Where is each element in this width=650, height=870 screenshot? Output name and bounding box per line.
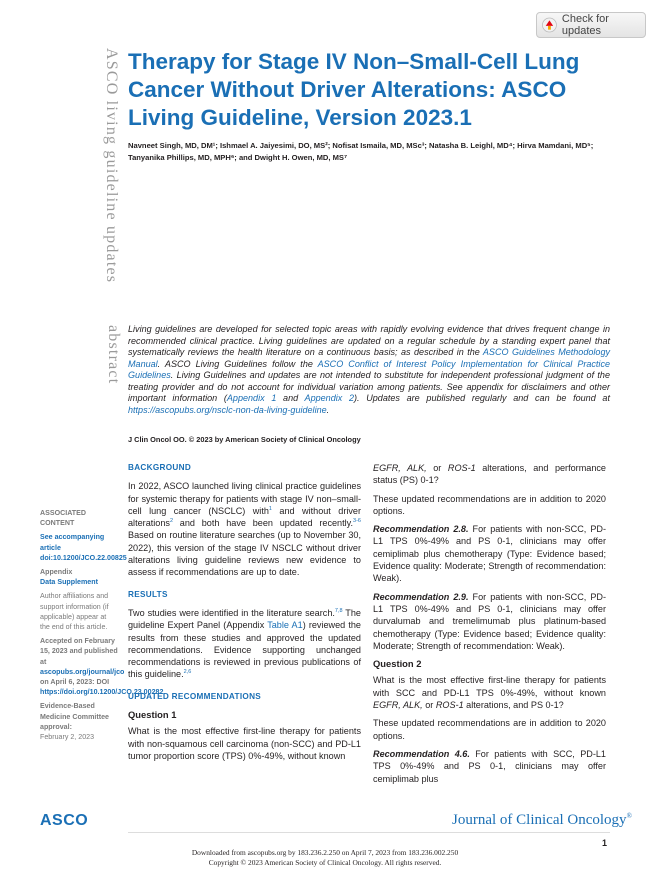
results-text-3: ) reviewed the results from these studies and approved the updated recommendations. Evidence supporting unchanged recommendations is reviewed in previous publications of this guideline.: [128, 620, 361, 680]
q1-ros1: ROS-1: [447, 463, 476, 473]
accepted-heading: Accepted on February 15, 2023 and published at: [40, 637, 118, 666]
conflict-policy-link[interactable]: ASCO Conflict of Interest Policy Implementation for Clinical Practice Guidelines: [128, 358, 610, 380]
abstract-text-3: . Living Guidelines and updates are not intended to substitute for independent professional judgment of the treating provider and do not account for individual variation among patients. See appendix for disclaimers and other important information (: [128, 370, 610, 403]
results-heading: RESULTS: [128, 589, 168, 599]
rec-2-8-label: Recommendation 2.8.: [373, 524, 469, 535]
check-for-updates-icon: [542, 17, 557, 33]
ref-2[interactable]: 2: [169, 518, 174, 525]
published-date: on April 6, 2023:: [40, 678, 95, 687]
series-side-label: ASCO living guideline updates: [103, 48, 120, 284]
appendix-label: Appendix: [40, 568, 73, 577]
affiliations-note: Author affiliations and support information (if applicable) appear at the end of this article.: [40, 592, 109, 632]
background-text-2: and without driver alterations: [128, 505, 362, 529]
jco-journal-link[interactable]: ascopubs.org/journal/jco: [40, 667, 125, 676]
q2-gene-names: EGFR, ALK,: [373, 700, 423, 711]
see-accompanying-text: See accompanying article doi:: [40, 533, 105, 562]
abstract-text-5: ). Updates are published regularly and can be found at: [354, 393, 610, 403]
ref-3-6[interactable]: 3-6: [353, 518, 361, 525]
updated-recommendations-heading: UPDATED RECOMMENDATIONS: [128, 691, 262, 701]
background-text-1: In 2022, ASCO launched living clinical practice guidelines for systemic therapy for patients with stage IV non–small-cell lung cancer (NSCLC) with: [128, 481, 361, 516]
footer-divider: [128, 832, 610, 833]
check-for-updates-badge[interactable]: [536, 12, 646, 38]
guideline-url-link[interactable]: https://ascopubs.org/nsclc-non-da-living-guideline: [128, 404, 327, 415]
journal-logo: [452, 812, 632, 829]
ref-7-8[interactable]: 7,8: [334, 607, 343, 614]
results-paragraph: [128, 607, 361, 681]
rec-4-6-text: For patients with SCC, PD-L1 TPS 0%-49% and PS 0-1, clinicians may offer cemiplimab plus: [373, 748, 606, 784]
page-number: 1: [602, 838, 608, 848]
copyright-line: Copyright © 2023 American Society of Clinical Oncology. All rights reserved.: [208, 857, 442, 867]
question-1-continuation: [373, 462, 606, 487]
recommendation-2-9: [373, 591, 606, 652]
question-2-heading: Question 2: [373, 658, 422, 670]
q2-or: or: [422, 700, 436, 711]
methodology-manual-link[interactable]: ASCO Guidelines Methodology Manual: [128, 347, 610, 369]
recommendation-2-8: [373, 523, 606, 584]
results-text-1: Two studies were identified in the literature search.: [128, 607, 335, 618]
abstract-side-label: abstract: [105, 325, 122, 385]
asco-logo: ASCO: [40, 812, 89, 829]
check-for-updates-label: Check for updates: [561, 13, 609, 37]
ref-1[interactable]: 1: [268, 505, 272, 512]
question-1-heading: Question 1: [128, 709, 177, 721]
ref-2-6[interactable]: 2,6: [183, 669, 192, 676]
abstract-text-6: .: [326, 404, 330, 415]
rec-2-9-label: Recommendation 2.9.: [373, 591, 469, 602]
abstract-text-1: Living guidelines are developed for selected topic areas with rapidly evolving evidence that drives frequent change in recommended clinical practice. Living guidelines are updated on a regular schedule by a standing expert panel that systematically reviews the health literature on a continuous basis; as described in the: [128, 324, 610, 357]
ebm-approval-date: February 2, 2023: [40, 733, 95, 742]
download-notice: [0, 848, 650, 867]
download-line-1: Downloaded from ascopubs.org by 183.236.2.250 on April 7, 2023 from 183.236.002.250: [191, 848, 459, 857]
appendix-1-link[interactable]: Appendix 1: [226, 393, 277, 403]
doi-link[interactable]: https://doi.org/10.1200/JCO.23.00282: [40, 688, 164, 697]
abstract-paragraph: [128, 324, 610, 416]
rec-2-8-text: For patients with non-SCC, PD-L1 TPS 0%-49% and PS 0-1, clinicians may offer cemiplimab plus chemotherapy (Type: Evidence based; Evidence quality: Moderate; Strength of recommendation: Weak).: [373, 524, 606, 584]
doi-label: DOI: [96, 678, 110, 687]
question-2-text-a: What is the most effective first-line therapy for patients with SCC and PD-L1 TPS 0%-49%, without known: [373, 675, 606, 698]
body-column-right: [373, 462, 606, 791]
q1-or: or: [426, 463, 448, 473]
q1-gene-names: EGFR, ALK,: [373, 463, 427, 473]
journal-logo-text: Journal of Clinical Oncology: [452, 812, 627, 828]
question-2-text: [373, 674, 606, 711]
journal-citation: J Clin Oncol OO. © 2023 by American Society of Clinical Oncology: [128, 435, 361, 444]
associated-content-heading: ASSOCIATED CONTENT: [40, 509, 86, 528]
ebm-approval-heading: Evidence-Based Medicine Committee approval:: [40, 702, 109, 731]
registered-mark: ®: [626, 812, 632, 820]
table-a1-link[interactable]: Table A1: [267, 620, 303, 631]
accompanying-doi-link[interactable]: 10.1200/JCO.22.00825: [53, 553, 127, 562]
background-paragraph: [128, 480, 361, 578]
article-title: Therapy for Stage IV Non–Small-Cell Lung Cancer Without Driver Alterations: ASCO Living Guideline, Version 2023.1: [128, 49, 580, 130]
abstract-text-4: and: [276, 393, 305, 403]
recommendation-4-6: [373, 748, 606, 785]
rec-2-9-text: For patients with non-SCC, PD-L1 TPS 0%-49% and PS 0-1, clinicians may offer durvalumab and tremelimumab plus platinum-based chemotherapy (Type: Evidence based; Evidence quality: Moderate; Strength of recommendation: Weak).: [373, 591, 606, 651]
data-supplement-link[interactable]: Data Supplement: [40, 578, 98, 587]
q2-ros1: ROS-1: [435, 700, 464, 711]
author-list: Navneet Singh, MD, DM¹; Ishmael A. Jaiyesimi, DO, MS²; Nofisat Ismaila, MD, MSc³; Natasha B. Leighl, MD⁴; Hirva Mamdani, MD⁵; Tanyanika Phillips, MD, MPH⁶; and Dwight H. Owen, MD, MS⁷: [128, 141, 594, 162]
q2-addition-note: These updated recommendations are in addition to 2020 options.: [373, 718, 606, 741]
background-text-4: Based on routine literature searches (up to November 30, 2022), this version of the stage IV NSCLC without driver alterations living guideline reviews new evidence to assess if recommendations are up to date.: [128, 530, 361, 578]
rec-4-6-label: Recommendation 4.6.: [373, 748, 470, 759]
question-1-text-part1: [128, 725, 361, 762]
body-column-left: [128, 462, 361, 768]
background-text-3: and both have been updated recently.: [173, 518, 354, 529]
results-text-2: The guideline Expert Panel (Appendix: [128, 607, 361, 631]
background-heading: BACKGROUND: [128, 463, 192, 472]
abstract-text-2: . ASCO Living Guidelines follow the: [157, 358, 318, 369]
question-2-text-b: alterations, and PS 0-1?: [463, 700, 564, 711]
question-1-text-a: What is the most effective first-line therapy for patients with non-squamous cell carcinoma (non-SCC) and PD-L1 tumor proportion score (TPS) 0%-49%, without known: [128, 726, 361, 761]
question-1-text-b: alterations, and performance status (PS) 0-1?: [373, 463, 606, 486]
q1-addition-note: These updated recommendations are in addition to 2020 options.: [373, 493, 606, 516]
appendix-2-link[interactable]: Appendix 2: [304, 393, 354, 403]
